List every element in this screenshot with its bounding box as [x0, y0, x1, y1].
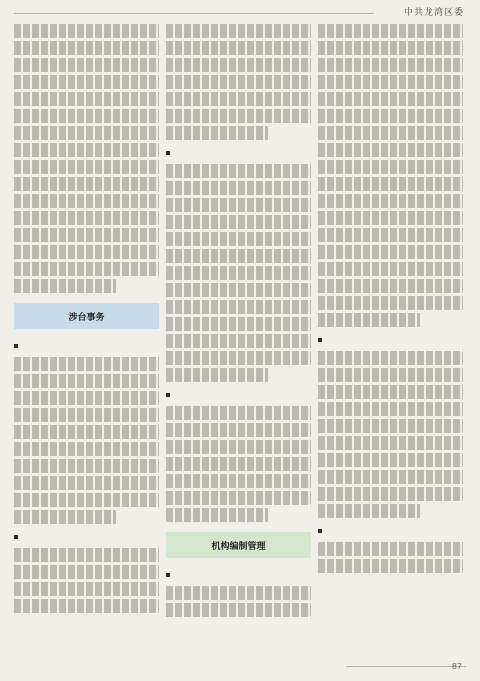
page-number: 87 [451, 662, 462, 671]
subhead [166, 390, 311, 400]
section-band-label: 涉台事务 [68, 312, 105, 323]
subhead [14, 532, 159, 542]
subhead [14, 341, 159, 351]
header-rule [14, 13, 374, 14]
section-band-label: 机构编制管理 [211, 541, 266, 552]
subhead [166, 148, 311, 158]
header-title: 中共龙湾区委 [403, 8, 464, 18]
column-left [14, 24, 159, 654]
column-middle [166, 24, 311, 654]
subhead [318, 335, 463, 345]
footer-rule [346, 666, 466, 667]
section-band-jigou [166, 532, 311, 558]
column-right [318, 24, 463, 654]
subhead [166, 570, 311, 580]
section-band-she-tai [14, 303, 159, 329]
subhead [318, 526, 463, 536]
